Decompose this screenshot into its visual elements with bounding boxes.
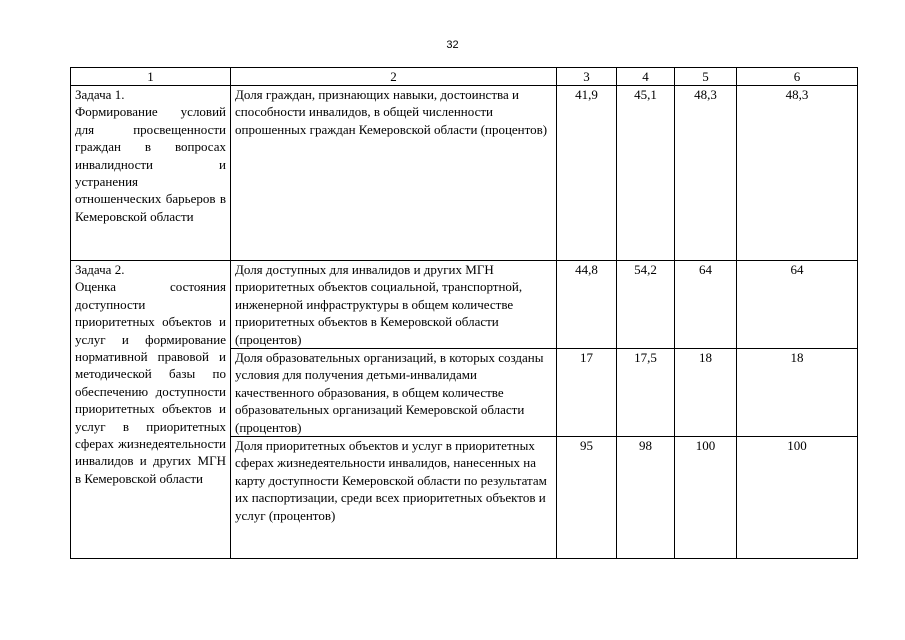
task-cell (71, 86, 231, 261)
task-text: Задача 2. Оценка состояния доступности приоритетных объектов и услуг и формирование нормативной правовой и методической базы по обеспечению доступности приоритетных объектов и услуг в приоритетных сферах жизнедеятельности инвалидов и других МГН в Кемеровской области (75, 262, 226, 486)
table-header-row (71, 68, 858, 86)
value-cell: 64 (737, 261, 858, 349)
value-cell: 95 (557, 437, 617, 559)
value-cell: 48,3 (737, 86, 858, 261)
table-row (71, 86, 858, 261)
column-header: 5 (675, 68, 737, 86)
column-header: 2 (231, 68, 557, 86)
value-cell: 98 (617, 437, 675, 559)
value-cell: 54,2 (617, 261, 675, 349)
value-cell: 18 (737, 349, 858, 437)
task-text: Задача 1. Формирование условий для просвещенности граждан в вопросах инвалидности и устранения отношенческих барьеров в Кемеровской области (75, 87, 226, 224)
value-cell: 44,8 (557, 261, 617, 349)
column-header: 4 (617, 68, 675, 86)
value-cell: 48,3 (675, 86, 737, 261)
value-cell: 100 (737, 437, 858, 559)
value-cell: 64 (675, 261, 737, 349)
value-cell: 17,5 (617, 349, 675, 437)
value-cell: 18 (675, 349, 737, 437)
indicator-cell: Доля доступных для инвалидов и других МГН приоритетных объектов социальной, транспортной, инженерной инфраструктуры в общем количестве приоритетных объектов в Кемеровской области (процентов) (231, 261, 557, 349)
value-cell: 41,9 (557, 86, 617, 261)
table-row (71, 261, 858, 349)
value-cell: 45,1 (617, 86, 675, 261)
column-header: 3 (557, 68, 617, 86)
value-cell: 17 (557, 349, 617, 437)
task-cell (71, 261, 231, 559)
page-number: 32 (446, 39, 459, 51)
indicator-cell: Доля приоритетных объектов и услуг в приоритетных сферах жизнедеятельности инвалидов, нанесенных на карту доступности Кемеровской области по результатам их паспортизации, среди всех приоритетных объектов и услуг (процентов) (231, 437, 557, 559)
indicator-cell: Доля образовательных организаций, в которых созданы условия для получения детьми-инвалидами качественного образования, в общем количестве образовательных организаций Кемеровской области (процентов) (231, 349, 557, 437)
value-cell: 100 (675, 437, 737, 559)
column-header: 6 (737, 68, 858, 86)
indicators-table (70, 67, 858, 559)
column-header: 1 (71, 68, 231, 86)
indicator-cell: Доля граждан, признающих навыки, достоинства и способности инвалидов, в общей численности опрошенных граждан Кемеровской области (процентов) (231, 86, 557, 261)
